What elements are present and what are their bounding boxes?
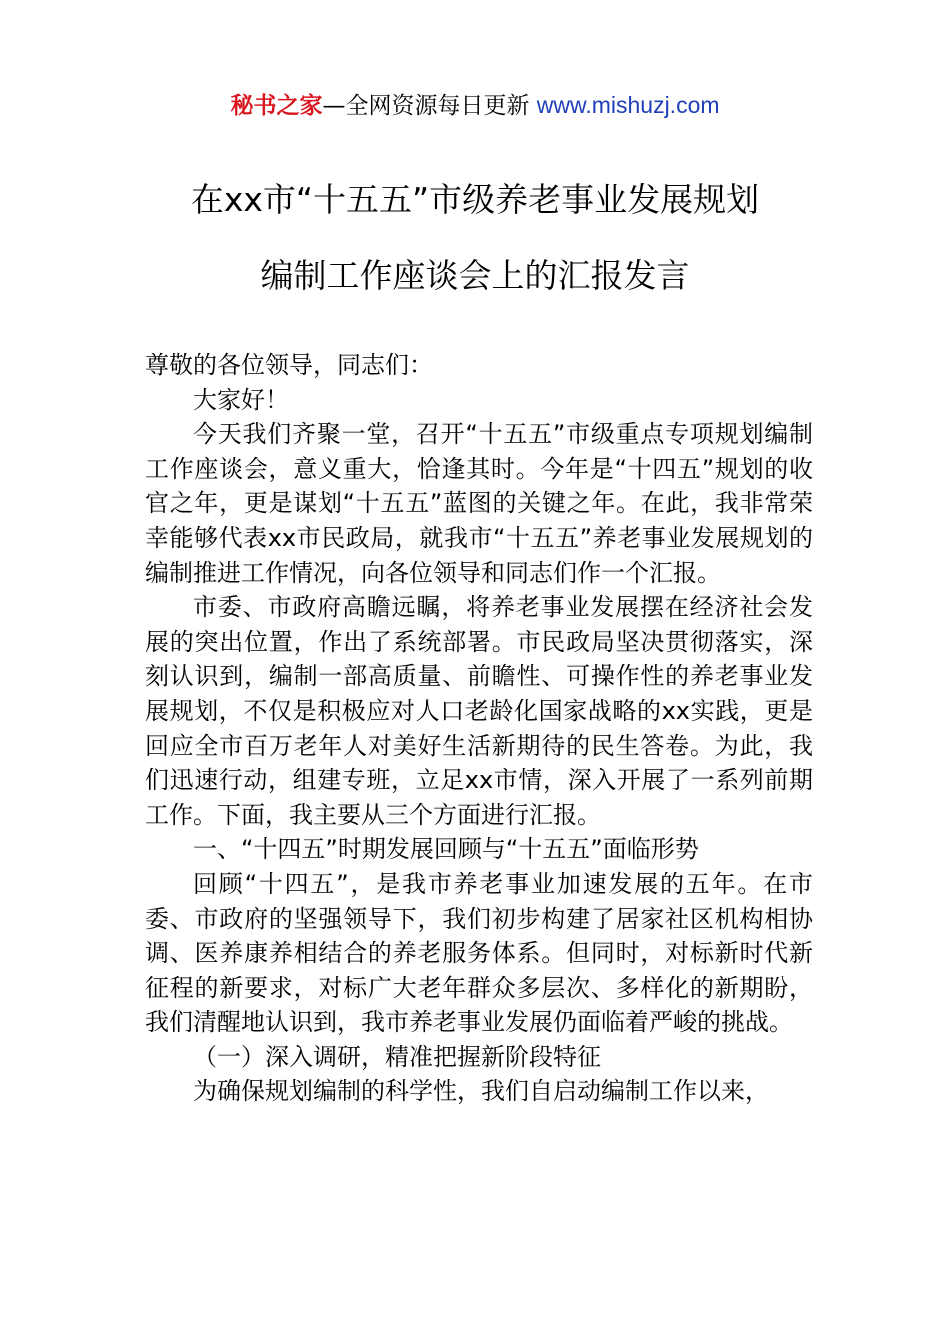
paragraph-4: 为确保规划编制的科学性，我们自启动编制工作以来，: [193, 1077, 769, 1106]
subsection-1-heading: （一）深入调研，精准把握新阶段特征: [193, 1042, 601, 1071]
title-line-1: 在xx市“十五五”市级养老事业发展规划: [190, 180, 760, 219]
paragraph-2: 市委、市政府高瞻远瞩，将养老事业发展摆在经济社会发展的突出位置，作出了系统部署。市民政局坚决贯彻落实，深刻认识到，编制一部高质量、前瞻性、可操作性的养老事业发展规划，不仅是积极应对人口老龄化国家战略的xx实践，更是回应全市百万老年人对美好生活新期待的民生答卷。为此，我们迅速行动，组建专班，立足xx市情，深入开展了一系列前期工作。下面，我主要从三个方面进行汇报。: [145, 593, 813, 829]
title-line-2: 编制工作座谈会上的汇报发言: [260, 256, 690, 295]
site-brand: 秘书之家: [230, 93, 323, 119]
section-1-heading: 一、“十四五”时期发展回顾与“十五五”面临形势: [193, 835, 699, 864]
site-tagline: —全网资源每日更新: [322, 93, 537, 119]
paragraph-1: 今天我们齐聚一堂，召开“十五五”市级重点专项规划编制工作座谈会，意义重大，恰逢其时。今年是“十四五”规划的收官之年，更是谋划“十五五”蓝图的关键之年。在此，我非常荣幸能够代表xx市民政局，就我市“十五五”养老事业发展规划的编制推进工作情况，向各位领导和同志们作一个汇报。: [145, 420, 813, 587]
salutation: 尊敬的各位领导，同志们：: [145, 351, 433, 379]
paragraph-3: 回顾“十四五”，是我市养老事业加速发展的五年。在市委、市政府的坚强领导下，我们初步构建了居家社区机构相协调、医养康养相结合的养老服务体系。但同时，对标新时代新征程的新要求，对标广大老年群众多层次、多样化的新期盼，我们清醒地认识到，我市养老事业发展仍面临着严峻的挑战。: [145, 869, 813, 1037]
site-url-link[interactable]: www.mishuzj.com: [536, 92, 720, 118]
document-title: [0, 162, 950, 314]
site-header: [0, 88, 950, 123]
greeting: 大家好！: [193, 385, 289, 414]
document-body: [145, 348, 813, 1109]
